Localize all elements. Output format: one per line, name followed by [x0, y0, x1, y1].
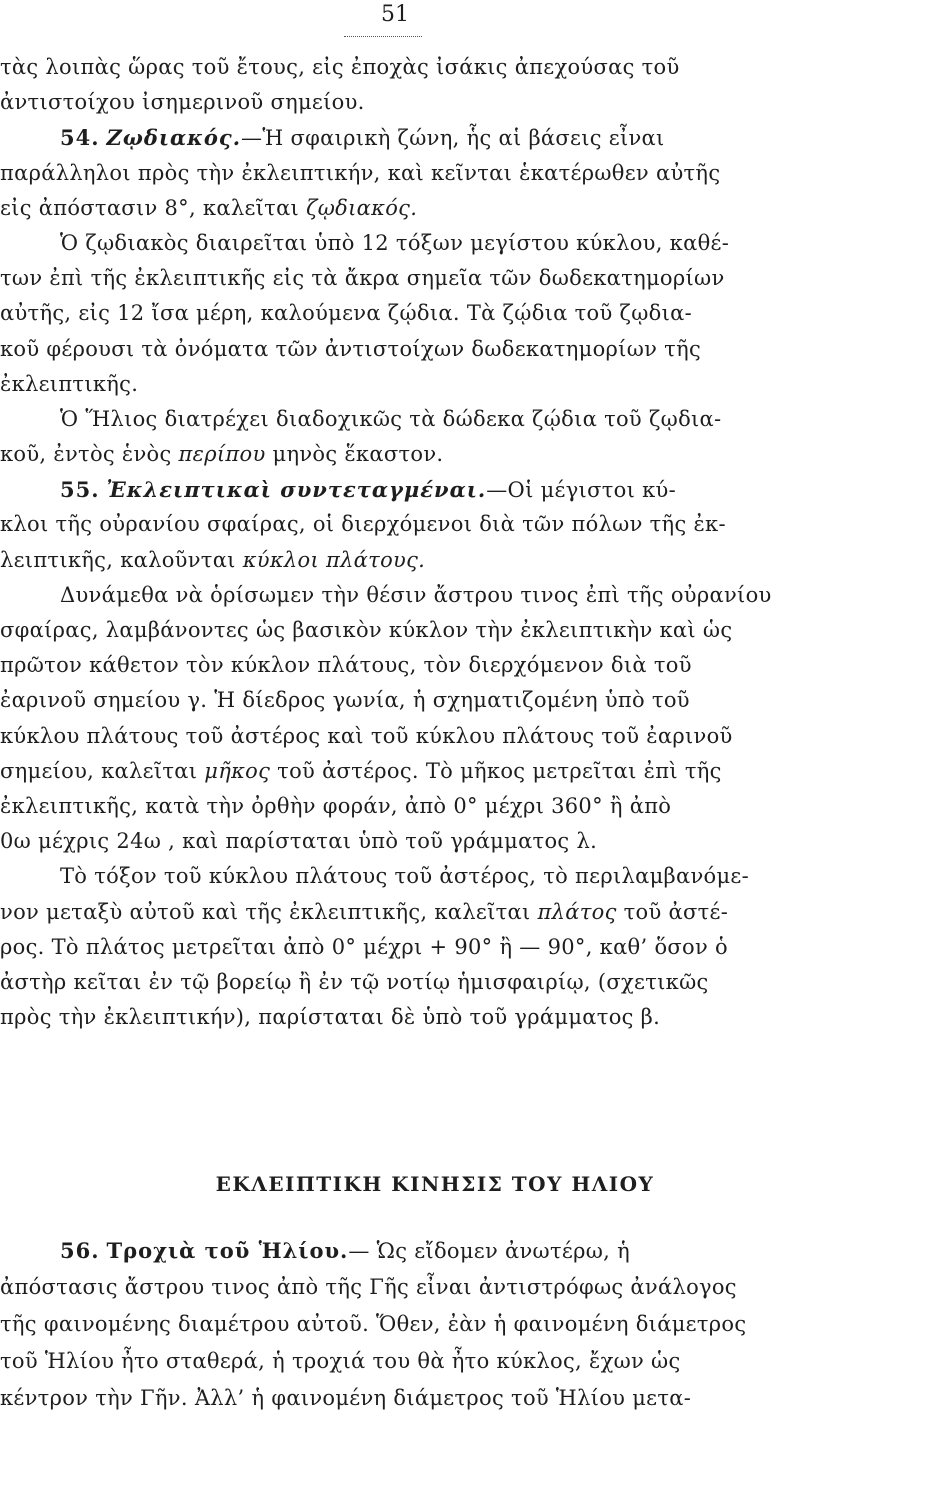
text-span: τοῦ ἀστέρος. Τὸ μῆκος μετρεῖται ἐπὶ τῆς: [270, 758, 722, 783]
term-longitude: μῆκος: [204, 758, 271, 783]
text-line: 0ω μέχρις 24ω , καὶ παρίσταται ὑπὸ τοῦ γράμματος λ.: [0, 829, 598, 854]
body-text: [0, 50, 830, 1035]
text-line: κλοι τῆς οὐρανίου σφαίρας, οἱ διερχόμενοι διὰ τῶν πόλων τῆς ἐκ-: [0, 512, 726, 537]
text-span: — Ὡς εἴδομεν ἀνωτέρω, ἡ: [348, 1239, 630, 1263]
text-span: λειπτικῆς, καλοῦνται: [0, 547, 243, 572]
text-line: [0, 543, 830, 578]
text-line: ἐκλειπτικῆς.: [0, 371, 139, 396]
text-line: ἐαρινοῦ σημείου γ. Ἡ δίεδρος γωνία, ἡ σχηματιζομένη ὑπὸ τοῦ: [0, 688, 690, 713]
page-number-rule: [344, 36, 422, 37]
term-zodiac: ζῳδιακός.: [306, 195, 418, 220]
text-span: σημείου, καλεῖται: [0, 758, 205, 783]
text-line: Ὁ Ἥλιος διατρέχει διαδοχικῶς τὰ δώδεκα ζῴδια τοῦ ζῳδια-: [60, 406, 722, 431]
text-line: [0, 895, 830, 930]
text-line: πρὸς τὴν ἐκλειπτικήν), παρίσταται δὲ ὑπὸ τοῦ γράμματος β.: [0, 1005, 661, 1030]
body-text-lower: [0, 1232, 830, 1417]
text-line: ἀπόστασις ἄστρου τινος ἀπὸ τῆς Γῆς εἶναι ἀντιστρόφως ἀνάλογος: [0, 1275, 737, 1299]
text-line: Τὸ τόξον τοῦ κύκλου πλάτους τοῦ ἀστέρος, τὸ περιλαμβανόμε-: [60, 864, 750, 889]
text-line: τὰς λοιπὰς ὥρας τοῦ ἔτους, εἰς ἐποχὰς ἰσάκις ἀπεχούσας τοῦ: [0, 55, 680, 79]
text-span: —Οἱ μέγιστοι κύ-: [486, 478, 676, 503]
text-line: κύκλου πλάτους τοῦ ἀστέρος καὶ τοῦ κύκλου πλάτους τοῦ ἐαρινοῦ: [0, 723, 733, 748]
page-number: 51: [381, 2, 409, 27]
chapter-heading: ΕΚΛΕΙΠΤΙΚΗ ΚΙΝΗΣΙΣ ΤΟΥ ΗΛΙΟΥ: [215, 1172, 655, 1196]
text-span: τοῦ ἀστέ-: [616, 899, 729, 924]
text-line: των ἐπὶ τῆς ἐκλειπτικῆς εἰς τὰ ἄκρα σημεῖα τῶν δωδεκατημορίων: [0, 266, 725, 291]
text-line: κοῦ φέρουσι τὰ ὀνόματα τῶν ἀντιστοίχων δωδεκατημορίων τῆς: [0, 336, 702, 361]
section-title: Ζῳδιακός.: [106, 125, 242, 151]
section-title: Ἐκλειπτικαὶ συντεταγμέναι.: [106, 477, 487, 503]
text-line: [0, 754, 830, 789]
text-span: μηνὸς ἕκαστον.: [265, 442, 444, 467]
section-55-heading-line: [0, 472, 830, 507]
section-number: 55.: [60, 477, 100, 503]
text-span: κοῦ, ἐντὸς ἑνὸς: [0, 442, 179, 467]
term-latitude: πλάτος: [537, 899, 617, 924]
term-latitude-circles: κύκλοι πλάτους.: [242, 547, 426, 572]
text-line: ἀντιστοίχου ἰσημερινοῦ σημείου.: [0, 90, 365, 115]
section-number: 56.: [60, 1238, 100, 1263]
text-line: [0, 437, 830, 472]
text-line: Ὁ ζῳδιακὸς διαιρεῖται ὑπὸ 12 τόξων μεγίστου κύκλου, καθέ-: [60, 230, 730, 255]
text-line: Δυνάμεθα νὰ ὁρίσωμεν τὴν θέσιν ἄστρου τινος ἐπὶ τῆς οὐρανίου: [60, 582, 772, 607]
section-54-heading-line: [0, 120, 830, 155]
text-line: αὐτῆς, εἰς 12 ἴσα μέρη, καλούμενα ζῴδια. Τὰ ζῴδια τοῦ ζῳδια-: [0, 301, 692, 326]
text-span: εἰς ἀπόστασιν 8°, καλεῖται: [0, 195, 307, 220]
text-span: νον μεταξὺ αὐτοῦ καὶ τῆς ἐκλειπτικῆς, καλεῖται: [0, 899, 538, 924]
section-number: 54.: [60, 125, 100, 151]
text-line: πρῶτον κάθετον τὸν κύκλον πλάτους, τὸν διερχόμενον διὰ τοῦ: [0, 653, 692, 678]
term-approximately: περίπου: [178, 442, 266, 467]
text-line: ἐκλειπτικῆς, κατὰ τὴν ὀρθὴν φοράν, ἀπὸ 0° μέχρι 360° ἢ ἀπὸ: [0, 793, 672, 818]
text-line: ἀστὴρ κεῖται ἐν τῷ βορείῳ ἢ ἐν τῷ νοτίῳ ἡμισφαιρίῳ, (σχετικῶς: [0, 969, 709, 994]
section-title: Τροχιὰ τοῦ Ἡλίου.: [106, 1238, 349, 1263]
text-line: κέντρον τὴν Γῆν. Ἀλλ’ ἡ φαινομένη διάμετρος τοῦ Ἡλίου μετα-: [0, 1386, 692, 1410]
text-line: ρος. Τὸ πλάτος μετρεῖται ἀπὸ 0° μέχρι + 90° ἢ — 90°, καθ’ ὅσον ὁ: [0, 934, 728, 959]
text-line: [0, 191, 830, 226]
text-line: παράλληλοι πρὸς τὴν ἐκλειπτικήν, καὶ κεῖνται ἑκατέρωθεν αὐτῆς: [0, 160, 721, 185]
text-line: τοῦ Ἡλίου ἦτο σταθερά, ἡ τροχιά του θὰ ἦτο κύκλος, ἔχων ὡς: [0, 1349, 681, 1373]
text-line: σφαίρας, λαμβάνοντες ὡς βασικὸν κύκλον τὴν ἐκλειπτικὴν καὶ ὡς: [0, 618, 733, 642]
section-56-heading-line: [0, 1232, 830, 1269]
text-line: τῆς φαινομένης διαμέτρου αὐτοῦ. Ὅθεν, ἐὰν ἡ φαινομένη διάμετρος: [0, 1312, 747, 1336]
text-span: —Ἡ σφαιρικὴ ζώνη, ἧς αἱ βάσεις εἶναι: [241, 126, 665, 151]
